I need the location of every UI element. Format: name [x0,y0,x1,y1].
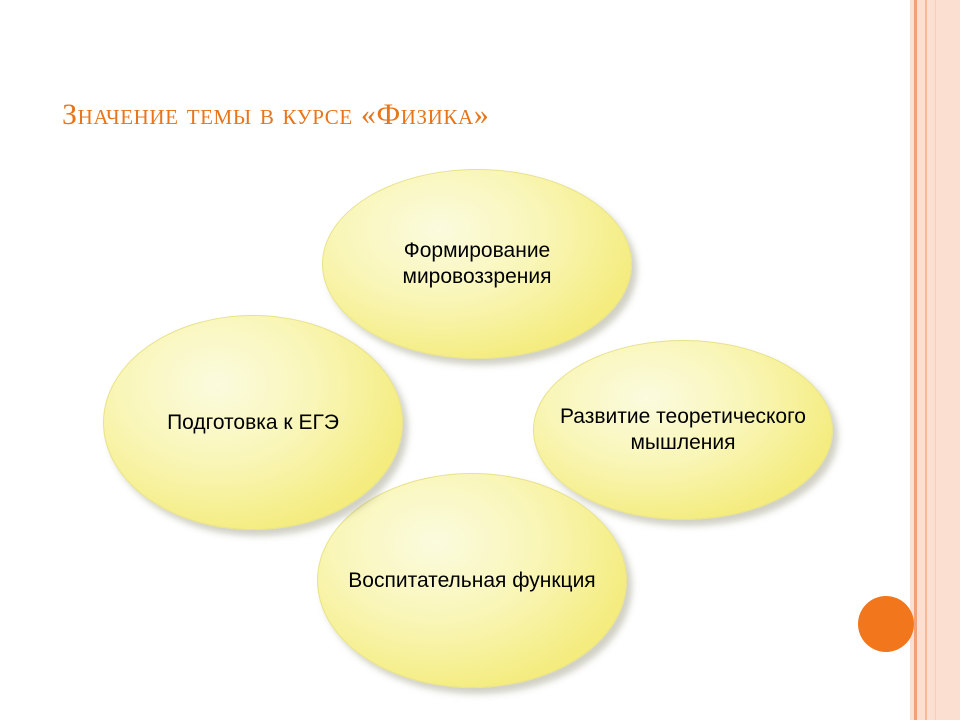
diagram-node-right-label: Развитие теоретического мышления [560,405,806,454]
decorative-stripe-line-3 [935,0,936,720]
diagram-node-top [322,169,632,359]
diagram-node-right [533,340,833,520]
diagram-node-top-label: Формирование мировоззрения [402,239,552,288]
decorative-stripe-line-2 [925,0,927,720]
diagram-node-left-label: Подготовка к ЕГЭ [167,410,339,434]
diagram-node-left [103,315,403,530]
slide-title: Значение темы в курсе «Физика» [62,98,490,131]
diagram-node-bottom [317,473,627,688]
diagram-node-bottom-label: Воспитательная функция [348,568,596,592]
decorative-circle-icon [858,596,914,652]
decorative-stripe-line-1 [914,0,917,720]
